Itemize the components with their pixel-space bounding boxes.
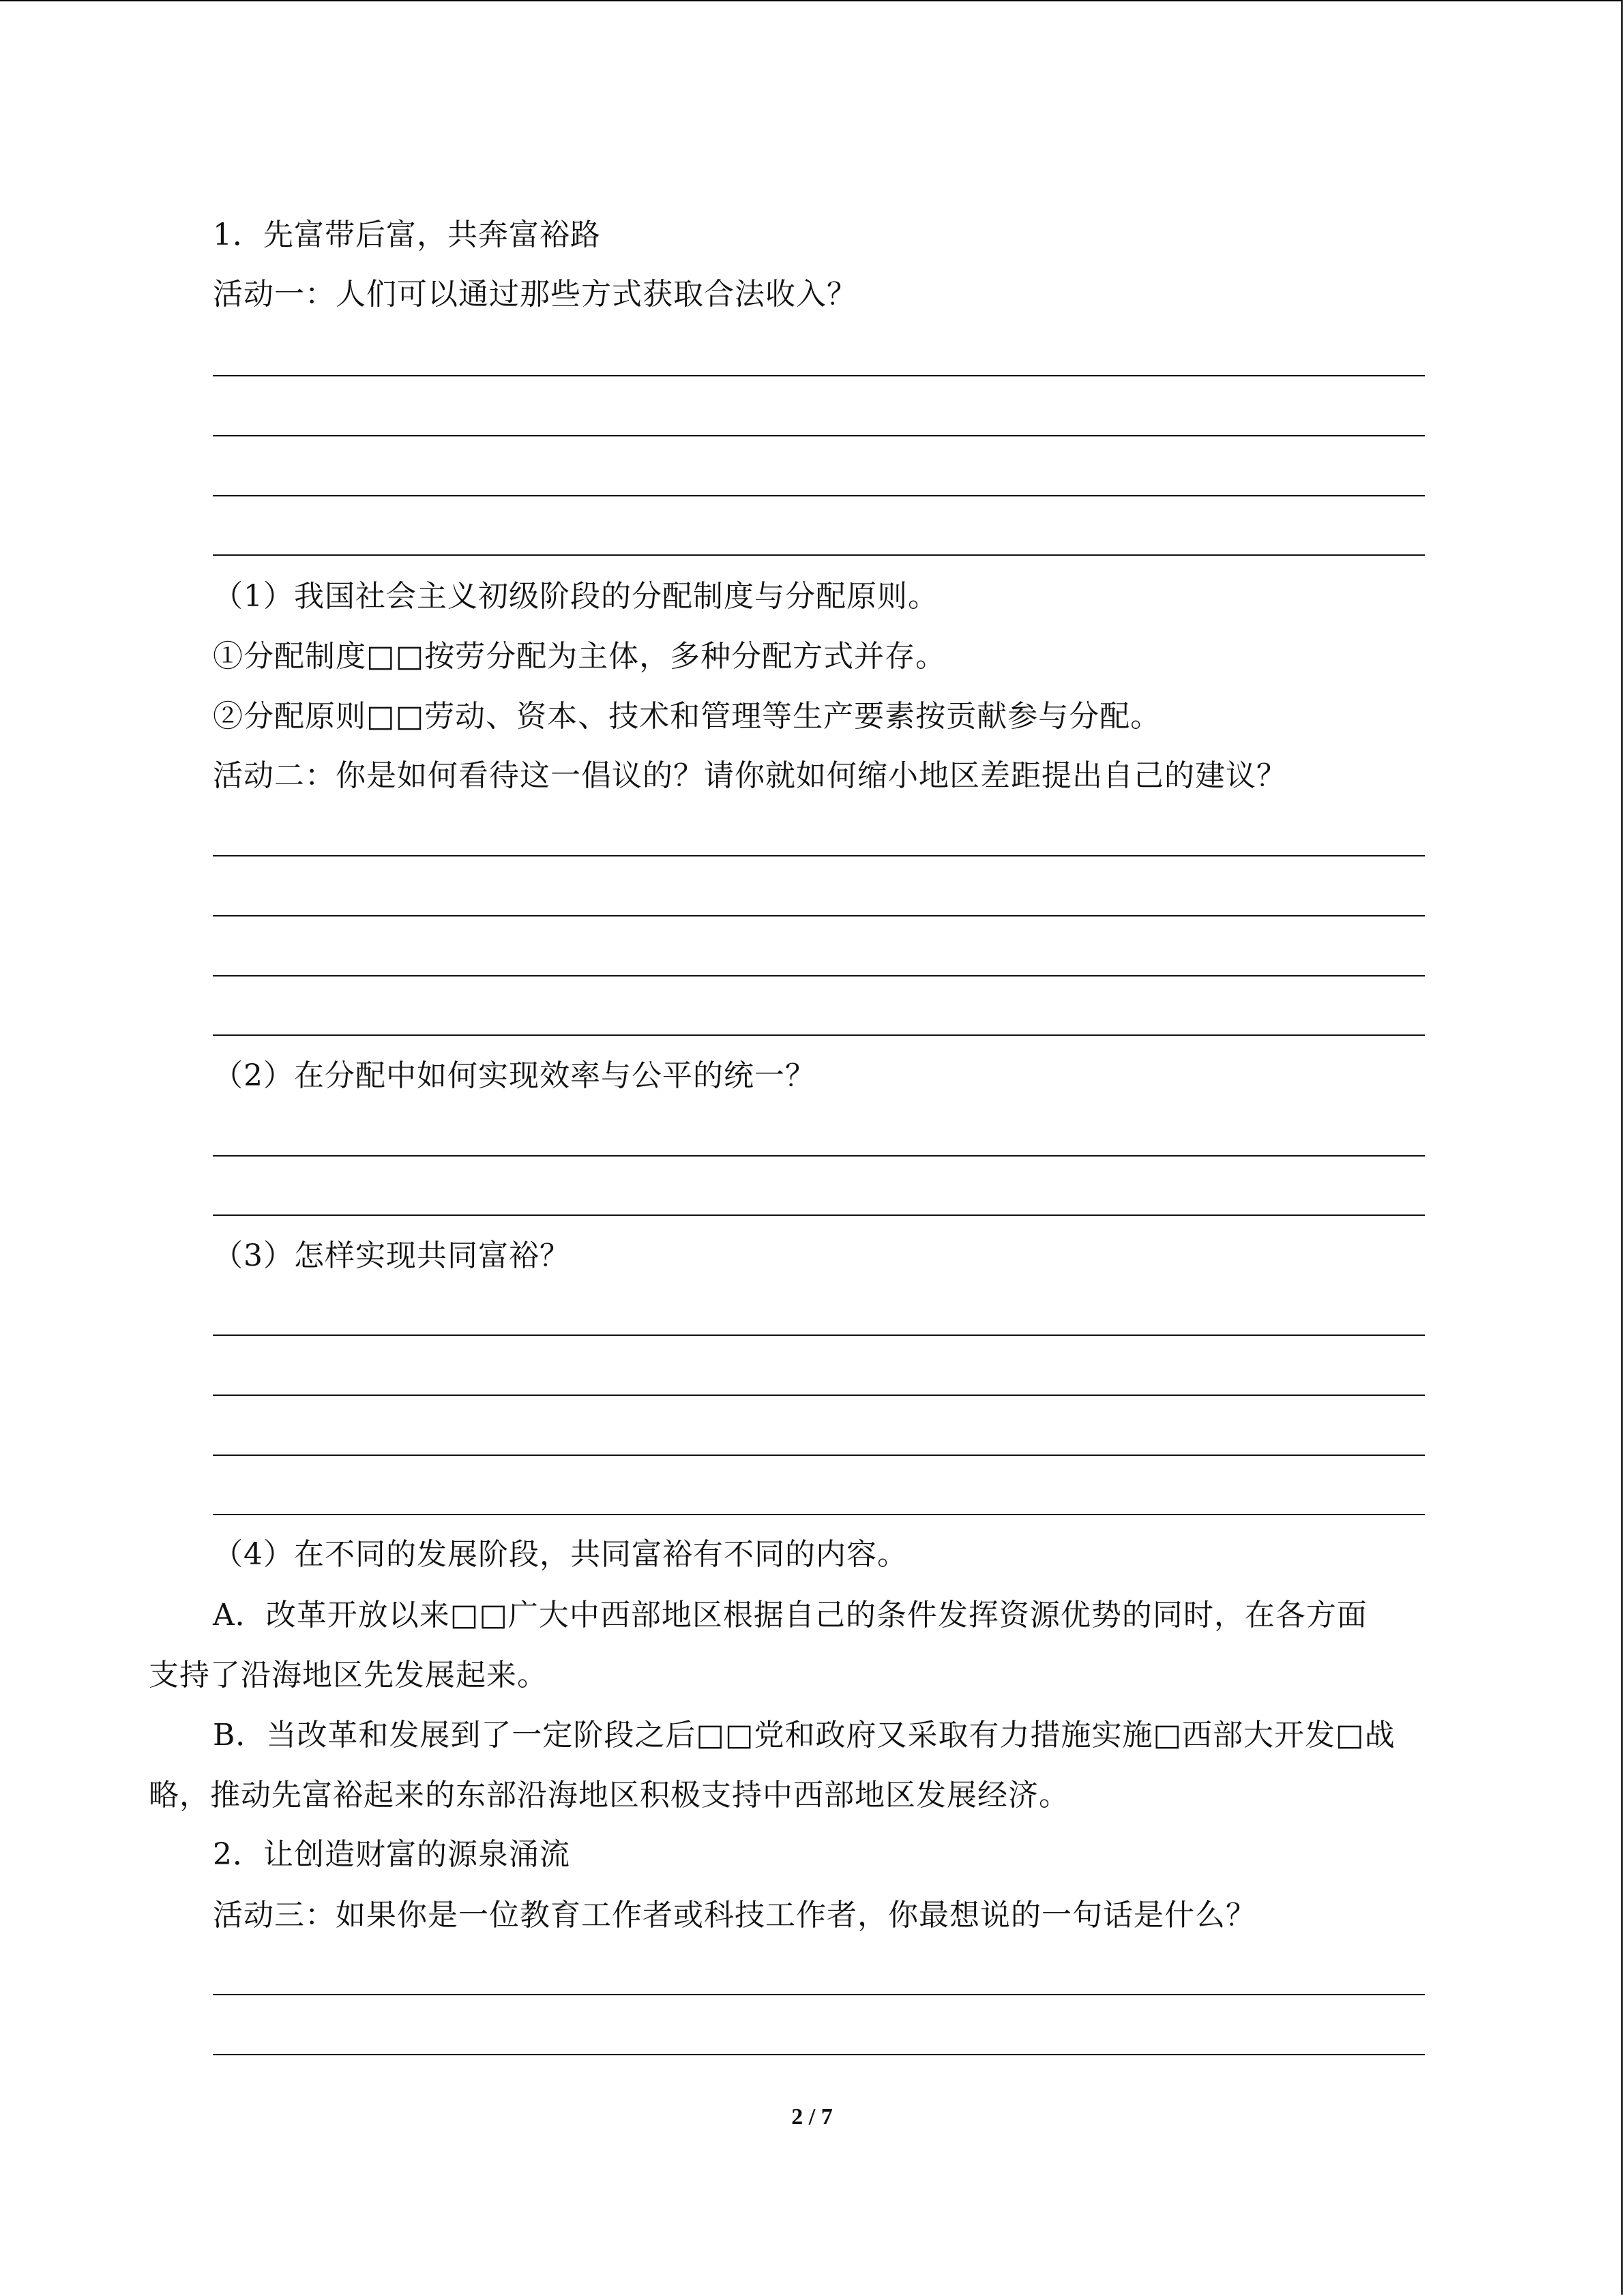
answer-line[interactable] bbox=[213, 1455, 1425, 1456]
section-2-heading: 2．让创造财富的源泉涌流 bbox=[213, 1837, 570, 1872]
point-a-line-2: 支持了沿海地区先发展起来。 bbox=[149, 1658, 548, 1693]
answer-line[interactable] bbox=[213, 1034, 1425, 1036]
answer-line[interactable] bbox=[213, 1994, 1425, 1995]
answer-line[interactable] bbox=[213, 554, 1425, 556]
activity-3-question: 活动三：如果你是一位教育工作者或科技工作者，你最想说的一句话是什么？ bbox=[213, 1898, 1256, 1933]
answer-line[interactable] bbox=[213, 1514, 1425, 1515]
answer-line[interactable] bbox=[213, 975, 1425, 976]
subheading-3: （3）怎样实现共同富裕？ bbox=[213, 1238, 570, 1273]
distribution-principle: ②分配原则□□劳动、资本、技术和管理等生产要素按贡献参与分配。 bbox=[213, 699, 1162, 734]
section-1-heading: 1．先富带后富，共奔富裕路 bbox=[213, 218, 601, 252]
point-b-line-1: B．当改革和发展到了一定阶段之后□□党和政府又采取有力措施实施□西部大开发□战 bbox=[213, 1718, 1396, 1753]
answer-line[interactable] bbox=[213, 855, 1425, 856]
activity-1-question: 活动一：人们可以通过那些方式获取合法收入？ bbox=[213, 277, 857, 312]
answer-line[interactable] bbox=[213, 495, 1425, 496]
point-b-line-2: 略，推动先富裕起来的东部沿海地区积极支持中西部地区发展经济。 bbox=[149, 1778, 1069, 1813]
answer-line[interactable] bbox=[213, 2054, 1425, 2055]
page-number: 2 / 7 bbox=[791, 2104, 833, 2130]
answer-line[interactable] bbox=[213, 915, 1425, 916]
subheading-1: （1）我国社会主义初级阶段的分配制度与分配原则。 bbox=[213, 579, 939, 614]
answer-line[interactable] bbox=[213, 375, 1425, 376]
subheading-2: （2）在分配中如何实现效率与公平的统一？ bbox=[213, 1058, 816, 1093]
answer-line[interactable] bbox=[213, 1155, 1425, 1157]
distribution-system: ①分配制度□□按劳分配为主体，多种分配方式并存。 bbox=[213, 639, 947, 674]
activity-2-question: 活动二：你是如何看待这一倡议的？请你就如何缩小地区差距提出自己的建议？ bbox=[213, 758, 1287, 793]
answer-line[interactable] bbox=[213, 1395, 1425, 1396]
answer-line[interactable] bbox=[213, 1335, 1425, 1336]
subheading-4: （4）在不同的发展阶段，共同富裕有不同的内容。 bbox=[213, 1537, 908, 1572]
answer-line[interactable] bbox=[213, 435, 1425, 436]
answer-line[interactable] bbox=[213, 1214, 1425, 1216]
point-a-line-1: A．改革开放以来□□广大中西部地区根据自己的条件发挥资源优势的同时，在各方面 bbox=[213, 1598, 1368, 1632]
